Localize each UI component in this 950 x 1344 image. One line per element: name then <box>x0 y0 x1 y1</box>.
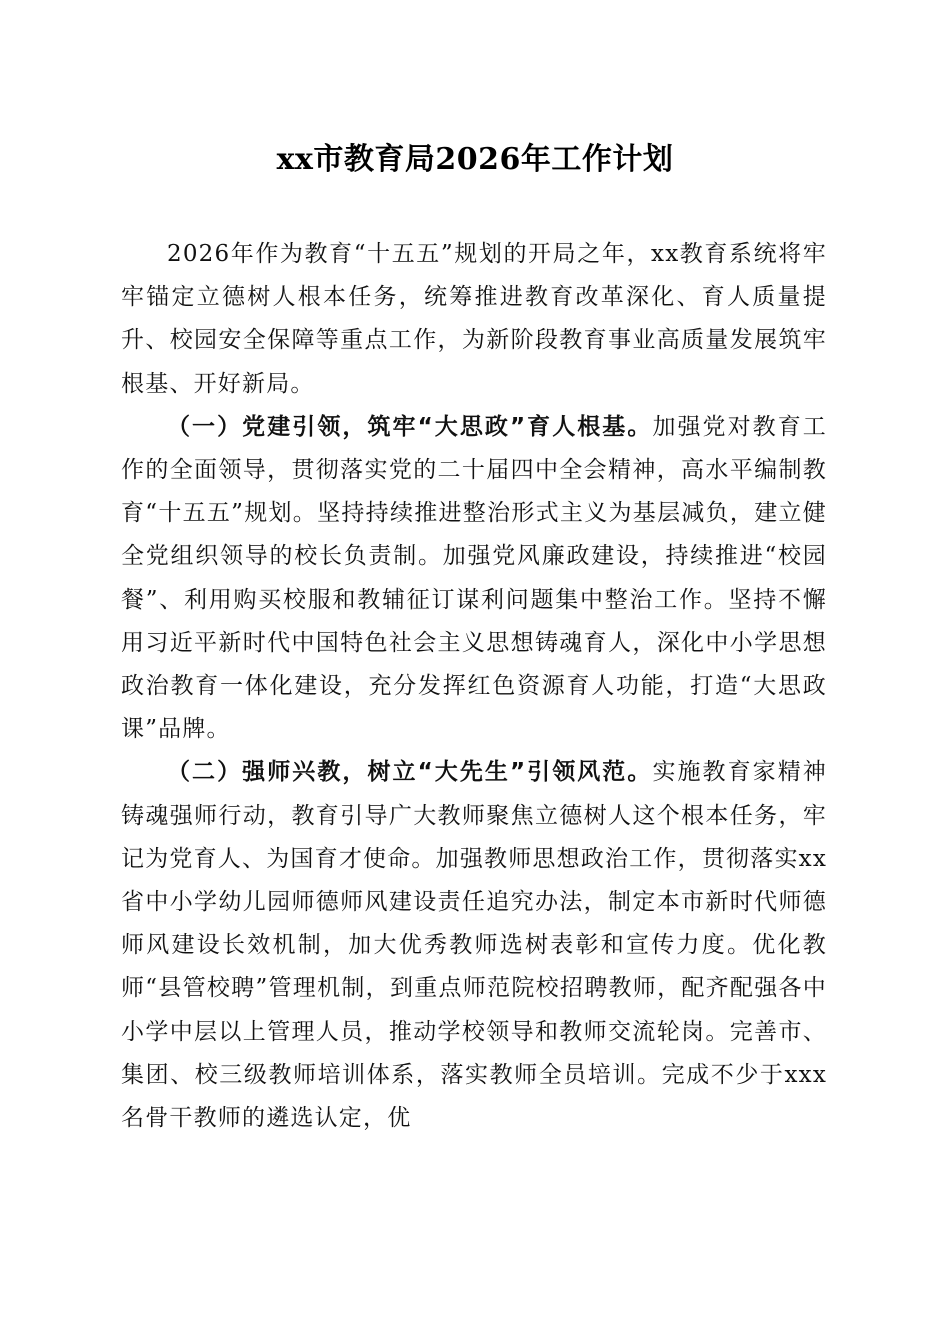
section-paragraph-2 <box>121 751 827 1140</box>
document-body <box>121 233 827 1140</box>
section-text-1: 加强党对教育工作的全面领导，贯彻落实党的二十届四中全会精神，高水平编制教育“十五五”规划。坚持持续推进整治形式主义为基层减负，建立健全党组织领导的校长负责制。加强党风廉政建设，持续推进“校园餐”、利用购买校服和教辅征订谋利问题集中整治工作。坚持不懈用习近平新时代中国特色社会主义思想铸魂育人，深化中小学思想政治教育一体化建设，充分发挥红色资源育人功能，打造“大思政课”品牌。 <box>121 413 827 743</box>
section-text-2: 实施教育家精神铸魂强师行动，教育引导广大教师聚焦立德树人这个根本任务，牢记为党育人、为国育才使命。加强教师思想政治工作，贯彻落实xx省中小学幼儿园师德师风建设责任追究办法，制定本市新时代师德师风建设长效机制，加大优秀教师选树表彰和宣传力度。优化教师“县管校聘”管理机制，到重点师范院校招聘教师，配齐配强各中小学中层以上管理人员，推动学校领导和教师交流轮岗。完善市、集团、校三级教师培训体系，落实教师全员培训。完成不少于xxx名骨干教师的遴选认定，优 <box>121 759 827 1132</box>
section-heading-1: （一）党建引领，筑牢“大思政”育人根基。 <box>167 413 653 440</box>
section-heading-2: （二）强师兴教，树立“大先生”引领风范。 <box>167 759 653 786</box>
section-paragraph-1 <box>121 406 827 752</box>
document-title: xx市教育局2026年工作计划 <box>276 142 674 177</box>
intro-paragraph: 2026年作为教育“十五五”规划的开局之年，xx教育系统将牢牢锚定立德树人根本任务，统筹推进教育改革深化、育人质量提升、校园安全保障等重点工作，为新阶段教育事业高质量发展筑牢根基、开好新局。 <box>121 241 827 397</box>
